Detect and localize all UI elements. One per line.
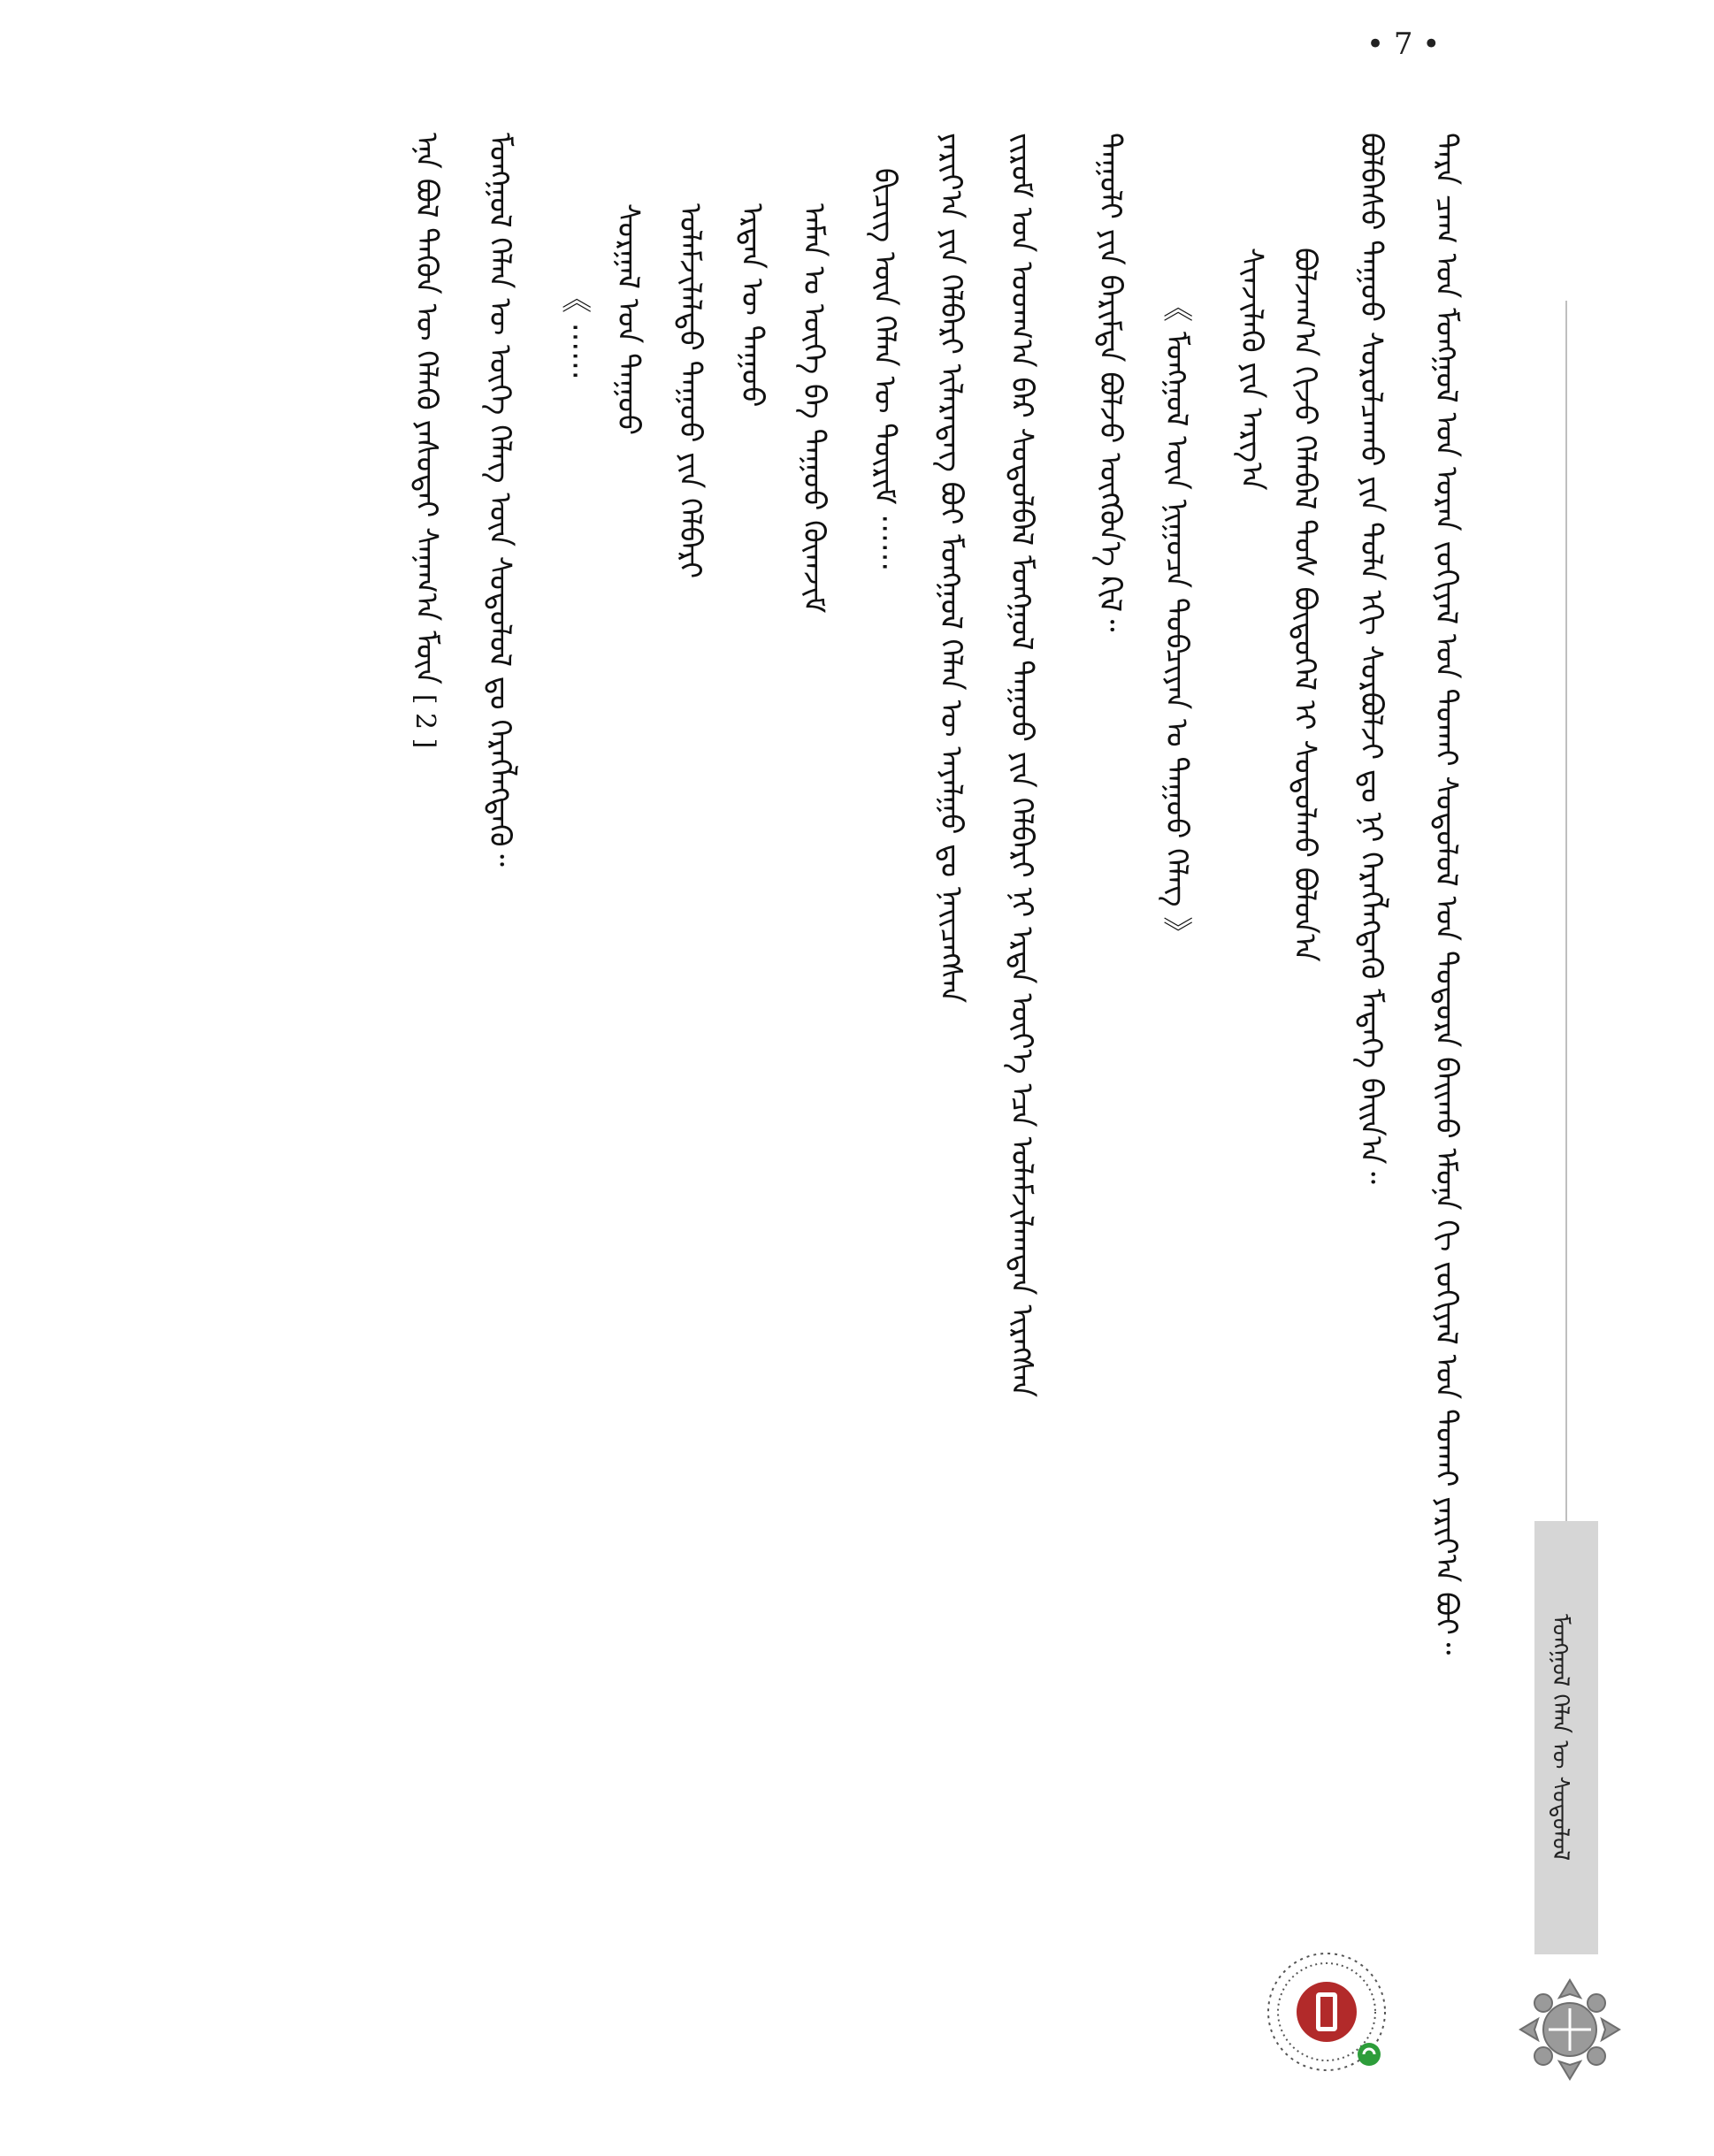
body-line: ᠤᠯᠠᠮᠵᠢᠯᠠᠯᠲᠤ ᠳᠠᠭᠤᠤ ᠶᠢᠨ ᠬᠡᠯᠪᠡᠷᠢ xyxy=(672,203,708,579)
body-line: ᠡᠨᠡ ᠪᠣᠯ ᠲᠡᠭᠦᠨ ᠦ ᠬᠡᠯᠡᠬᠦ ᠶᠠᠰᠤᠲᠠᠢ ᠰᠠᠨᠠᠭ᠎ᠠ ᠮᠥᠨ xyxy=(409,133,444,684)
text-column-11 xyxy=(734,203,769,407)
text-column-7 xyxy=(1004,133,1039,1397)
close-bracket: 》 xyxy=(1159,916,1194,947)
body-text xyxy=(208,133,1508,2034)
text-column-5 xyxy=(1159,292,1194,946)
text-column-9 xyxy=(867,168,902,571)
text-column-15 xyxy=(482,133,517,867)
ellipsis: ······ xyxy=(557,322,593,380)
running-title: ᠮᠣᠩᠭᠣᠯ ᠬᠡᠯᠡᠨ ᠦ ᠰᠤᠳᠤᠯᠤᠯ xyxy=(1547,1614,1573,1862)
text-column-13 xyxy=(610,203,646,435)
body-line: ᠪᠣᠯᠪᠠᠰᠤ ᠳᠠᠭᠤᠤ ᠰᠤᠷᠤᠯᠴᠠᠬᠤ ᠶᠢᠨ ᠲᠤᠯᠠ ᠡᠬᠢ ᠰᠤᠷᠪᠤᠯᠵᠢ ᠳᠤ ᠨᠢ ᠬᠡᠷᠡᠭᠯᠡᠭᠳᠡᠬᠦ ᠮᠡᠳᠡᠭᠡ ᠪᠠᠢᠨ᠎ᠠ᠃ xyxy=(1353,133,1389,1184)
header-rule xyxy=(1565,301,1567,1521)
body-line: ᠲᠠᠭᠤᠯᠢ ᠶᠢᠨ ᠪᠠᠷᠢᠮᠲᠠ ᠪᠣᠯᠵᠤ ᠦᠭᠭᠦᠨ᠎ᠡ ᠺᠢᠯ᠃ xyxy=(1092,133,1128,632)
open-bracket: 《 xyxy=(1159,292,1194,322)
text-column-2 xyxy=(1353,133,1389,1184)
body-line: ᠡᠷᠲᠡᠨ ᠦ ᠳᠠᠭᠤᠤ xyxy=(734,203,769,408)
body-line: ᠮᠣᠩᠭᠣᠯ ᠬᠡᠯᠡᠨ ᠦ ᠦᠭᠡ ᠬᠡᠯᠡᠭ᠌ ᠦᠨ ᠰᠤᠳᠤᠯᠤᠯ ᠳᠤ ᠬᠡᠷᠡᠭᠯᠡᠭᠳᠡᠬᠦ᠃ xyxy=(482,133,517,867)
text-column-1 xyxy=(1428,133,1464,1655)
open-bracket: 《 xyxy=(557,283,593,313)
body-line: ᠮᠣᠩᠭᠣᠯ ᠦᠨ ᠨᠢᠭᠤᠴᠠ ᠲᠣᠪᠴᠢᠶᠠᠨ ᠤ ᠳᠠᠭᠤᠤ ᠬᠡᠯᠡᠭ᠌ xyxy=(1159,331,1194,907)
page-number: • 7 • xyxy=(1366,27,1441,62)
body-line: ᠠᠮᠠᠨ ᠤ ᠦᠭᠡ ᠪᠠ ᠳᠠᠭᠤᠤ ᠬᠥᠭ᠍ᠵᠢᠮ xyxy=(796,203,831,614)
text-column-12 xyxy=(672,203,708,578)
body-line: ᠰᠢᠨᠵᠢᠯᠡᠬᠦ ᠶᠢᠨ ᠠᠷᠭ᠎ᠠ xyxy=(1234,248,1269,491)
text-column-4 xyxy=(1234,248,1269,491)
footnote-reference: [ 2 ] xyxy=(409,693,440,749)
text-column-3 xyxy=(1287,248,1322,962)
ornament-icon xyxy=(1517,1976,1623,2083)
body-line: ᠶᠠᠷᠢᠶ᠎ᠠ ᠶᠢᠨ ᠬᠡᠯᠪᠡᠷᠢ ᠢᠯᠡᠷᠡᠳᠡᠭ ᠪᠤᠢ ᠮᠣᠩᠭᠣᠯ ᠬᠡᠯᠡᠨ ᠦ ᠠᠶᠠᠯᠭᠤ ᠳᠤ ᠨᠡᠢᠴᠡᠭᠰᠡᠨ xyxy=(933,133,968,1004)
body-line: ᠲᠡᠷᠡ ᠴᠠᠭ ᠤᠨ ᠮᠣᠩᠭᠣᠯ ᠤᠨ ᠤᠷᠠᠨ ᠵᠣᠬᠢᠶᠠᠯ ᠤᠨ ᠲᠤᠬᠠᠢ ᠰᠤᠳᠤᠯᠤᠯ ᠤᠨ ᠳᠣᠲᠣᠷᠠ ᠪᠠᠢᠬᠤ ᠡᠮᠦᠨᠡ ᠬᠢ ᠵᠣᠬᠢᠶᠠᠯ ᠤᠨ ᠲᠤᠬᠠᠢ ᠶᠠᠷᠢᠶ᠎ᠠ ᠪᠤᠢ᠃ xyxy=(1428,133,1464,1655)
body-line: ᠪᠣᠯᠵᠠᠭ᠎ᠠ ᠬᠢᠵᠦ ᠬᠡᠯᠡᠪᠡᠯ ᠲᠤᠰ ᠪᠦᠲᠦᠭᠡᠯ ᠢ ᠰᠤᠳᠤᠯᠬᠤ ᠪᠣᠯᠤᠨ᠎ᠠ xyxy=(1287,248,1322,962)
text-column-6 xyxy=(1092,133,1128,631)
ellipsis: ······ xyxy=(867,514,902,572)
body-line: ᠰᠤᠷᠭᠠᠯ ᠤᠨ ᠳᠠᠭᠤᠤ xyxy=(610,203,646,436)
body-line: ᠵᠢᠷᠤᠮ ᠤᠨ ᠤᠳᠬ᠎ᠠ ᠪᠡᠷ ᠰᠤᠳᠤᠯᠪᠠᠯ ᠮᠣᠩᠭᠣᠯ ᠳᠠᠭᠤᠤ ᠶᠢᠨ ᠬᠡᠯᠪᠡᠷᠢ ᠨᠢ ᠡᠷᠲᠡ ᠦᠶ᠎ᠡ ᠡᠴᠡ ᠤᠯᠠᠮᠵᠢᠯᠠᠭᠳᠠᠨ ᠢᠷᠡᠭᠰᠡᠨ xyxy=(1004,133,1039,1398)
text-column-8 xyxy=(933,133,968,1003)
text-column-10 xyxy=(796,203,831,613)
text-column-14 xyxy=(557,283,593,380)
text-column-16 xyxy=(407,133,444,748)
body-line: ᠪᠢᠴᠢᠭ᠌ ᠦᠨ ᠬᠡᠯᠡᠨ ᠦ ᠳᠦᠷᠢᠮ xyxy=(867,168,902,505)
